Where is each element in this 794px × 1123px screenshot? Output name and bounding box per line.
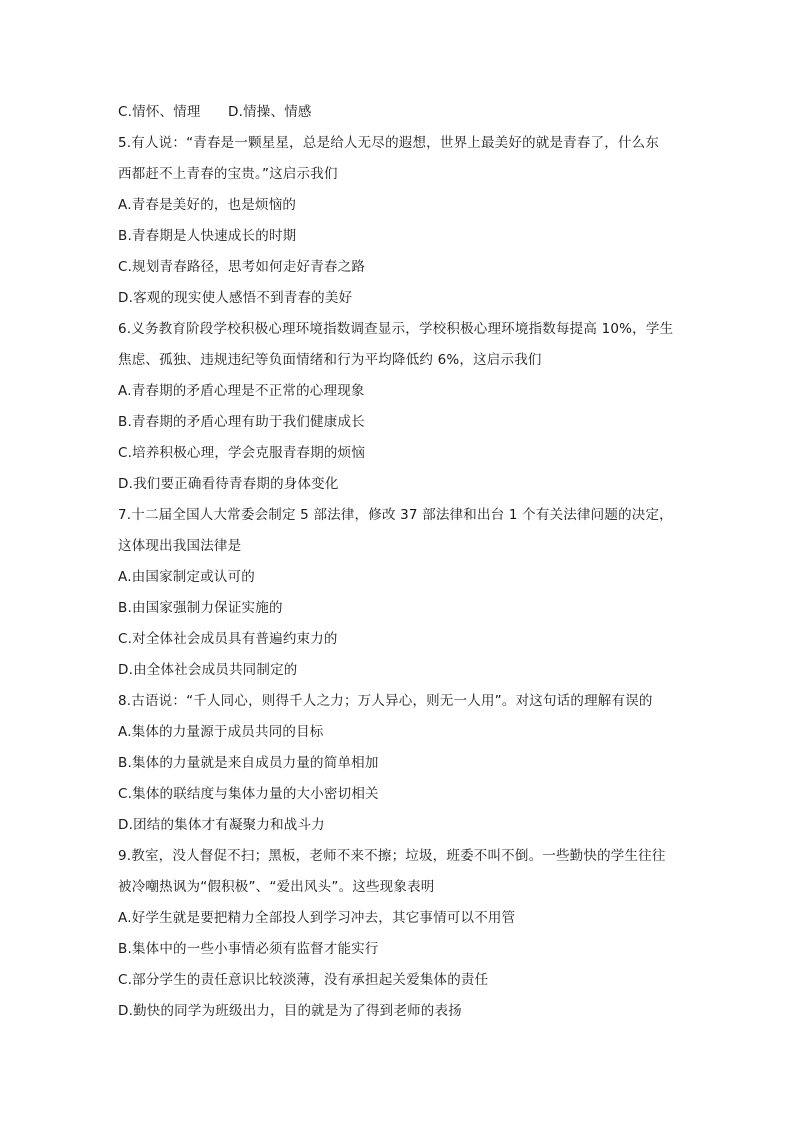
option-c: C.集体的联结度与集体力量的大小密切相关 — [118, 786, 379, 802]
option-d: D.我们要正确看待青春期的身体变化 — [118, 476, 339, 492]
option-line: C.情怀、情理 D.情操、情感 — [118, 104, 312, 120]
option-a: A.集体的力量源于成员共同的目标 — [118, 724, 324, 740]
option-c: C.部分学生的责任意识比较淡薄，没有承担起关爱集体的责任 — [118, 972, 489, 988]
option-b: B.集体的力量就是来自成员力量的简单相加 — [118, 755, 379, 771]
option-b: B.集体中的一些小事情必须有监督才能实行 — [118, 941, 379, 957]
option-a: A.好学生就是要把精力全部投人到学习冲去，其它事情可以不用管 — [118, 910, 516, 926]
option-c: C.对全体社会成员具有普遍约束力的 — [118, 631, 338, 647]
option-a: A.由国家制定或认可的 — [118, 569, 255, 585]
question-9-stem-cont: 被冷嘲热讽为“假积极”、“爱出风头”。这些现象表明 — [118, 879, 435, 895]
question-5-stem: 5.有人说：“青春是一颗星星，总是给人无尽的遐想，世界上最美好的就是青春了，什么东 — [118, 135, 660, 151]
question-8-stem: 8.古语说：“千人同心，则得千人之力；万人异心，则无一人用”。对这句话的理解有误的 — [118, 693, 653, 709]
question-7-stem-cont: 这体现出我国法律是 — [118, 538, 242, 554]
question-5-stem-cont: 西都赶不上青春的宝贵。”这启示我们 — [118, 166, 338, 182]
option-c: C.培养积极心理，学会克服青春期的烦恼 — [118, 445, 366, 461]
option-a: A.青春期的矛盾心理是不正常的心理现象 — [118, 383, 365, 399]
option-c: C.规划青春路径，思考如何走好青春之路 — [118, 259, 366, 275]
question-6-stem-cont: 焦虑、孤独、违规违纪等负面情绪和行为平均降低约 6%，这启示我们 — [118, 352, 542, 368]
question-9-stem: 9.教室，没人督促不扫；黑板，老师不来不擦；垃圾，班委不叫不倒。一些勤快的学生往往 — [118, 848, 666, 864]
question-7-stem: 7.十二届全国人大常委会制定 5 部法律，修改 37 部法律和出台 1 个有关法律问题的决定， — [118, 507, 673, 523]
option-b: B.青春期的矛盾心理有助于我们健康成长 — [118, 414, 365, 430]
option-d: D.由全体社会成员共同制定的 — [118, 662, 298, 678]
option-a: A.青春是美好的，也是烦恼的 — [118, 197, 297, 213]
option-d: D.团结的集体才有凝聚力和战斗力 — [118, 817, 325, 833]
option-b: B.青春期是人快速成长的时期 — [118, 228, 297, 244]
question-6-stem: 6.义务教育阶段学校积极心理环境指数调查显示，学校积极心理环境指数每提高 10%，学生 — [118, 321, 674, 337]
option-b: B.由国家强制力保证实施的 — [118, 600, 283, 616]
option-d: D.勤快的同学为班级出力，目的就是为了得到老师的表扬 — [118, 1003, 462, 1019]
option-d: D.客观的现实使人感悟不到青春的美好 — [118, 290, 353, 306]
